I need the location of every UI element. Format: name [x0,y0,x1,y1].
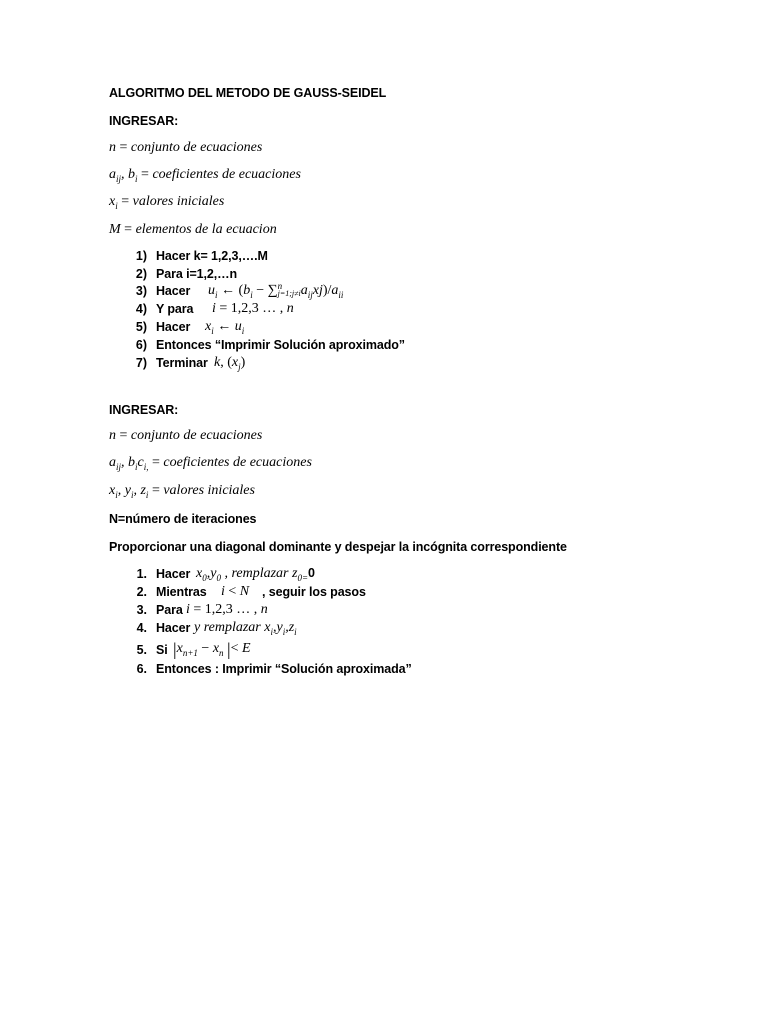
def-m: M = elementos de la ecuacion [109,222,277,237]
step2-6: 6. Entonces : Imprimir “Solución aproximada” [136,662,412,676]
def2-initial-values: $x_i$, $y_i$, $z_i$ = valores iniciales [109,483,255,500]
step2-5-formula: $|x_{n+1} - x_n$ |< E [173,639,251,659]
step2-4: 4. Hacer y remplazar $x_i,y_i,z_i$ [136,620,297,637]
step2-3-formula: i = 1,2,3 … , n [186,602,268,617]
def2-coefficients: $a_{ij}$, $b_ic_{i,}$ = coeficientes de ecuaciones [109,455,312,472]
step-5-formula: $x_i$ ← $u_i$ [205,319,245,336]
step2-5: 5. Si $|x_{n+1} - x_n$ |< E [136,639,251,659]
section2-heading: INGRESAR: [109,403,179,417]
document-title: ALGORITMO DEL METODO DE GAUSS-SEIDEL [109,86,387,100]
step2-2-suffix: , seguir los pasos [262,585,366,599]
step-1: 1) Hacer k= 1,2,3,….M [135,249,268,263]
step-7-formula: k, $(x_j)$ [214,355,246,372]
step-5: 5) Hacer $x_i$ ← $u_i$ [135,319,245,336]
step2-2-formula: i < N [221,584,250,599]
instruction-text: Proporcionar una diagonal dominante y despejar la incógnita correspondiente [109,540,567,554]
step2-3: 3. Para i = 1,2,3 … , n [136,602,268,617]
section1-heading: INGRESAR: [109,114,179,128]
step2-2: 2. Mientras i < N , seguir los pasos [136,584,366,599]
step-7: 7) Terminar k, $(x_j)$ [135,355,246,372]
step2-4-formula: y remplazar $x_i,y_i,z_i$ [194,620,297,637]
step2-1-formula: $x_0,y_0$ , remplazar $z_{0=}0$ [196,566,315,583]
def-initial-values: $x_i$ = valores iniciales [109,194,225,211]
step-4-formula: i = 1,2,3 … , n [212,301,294,316]
step-4: 4) Y para i = 1,2,3 … , n [135,301,294,316]
step-3-formula: $u_i$ ← ($b_i$ − ∑ n j=1;j≠i $a_{ij}xj)/a_{ii}$ [208,281,344,300]
step-2: 2) Para i=1,2,…n [135,267,238,281]
def-coefficients: $a_{ij}$, $b_i$ = coeficientes de ecuaciones [109,167,301,184]
step2-1: 1. Hacer $x_0,y_0$ , remplazar $z_{0=}0$ [136,566,315,583]
def2-n: n = conjunto de ecuaciones [109,428,263,443]
def-n: n = conjunto de ecuaciones [109,140,263,155]
step-6: 6) Entonces “Imprimir Solución aproximado” [135,338,405,352]
step-3: 3) Hacer $u_i$ ← ($b_i$ − ∑ n j=1;j≠i $a_{ij}xj)/a_{ii}$ [135,281,344,300]
iterations-def: N=número de iteraciones [109,512,257,526]
